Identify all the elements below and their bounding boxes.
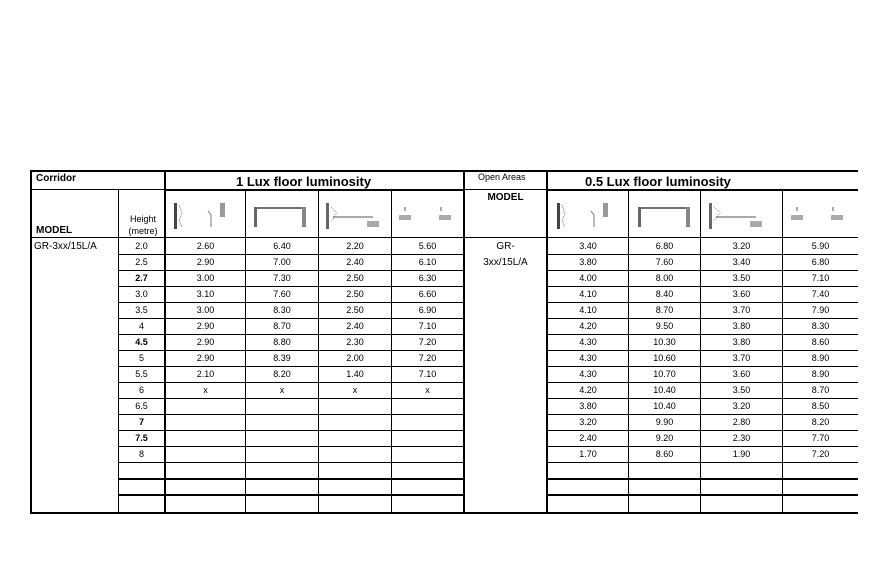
table-cell: 2.50: [346, 273, 364, 283]
height-cell: 4: [138, 321, 144, 331]
height-cell: 2.0: [135, 241, 148, 251]
height-cell: 2.7: [135, 273, 148, 283]
table-cell: 2.40: [579, 433, 597, 443]
table-cell: 4.20: [579, 385, 597, 395]
right-col3-divider: [700, 189, 701, 514]
table-cell: 2.80: [732, 417, 751, 427]
left-outer-border: [30, 170, 32, 514]
table-cell: 8.00: [655, 273, 674, 283]
table-cell: 8.50: [811, 401, 830, 411]
table-cell: 3.00: [196, 273, 215, 283]
height-cell: 6: [138, 385, 144, 395]
table-cell: x: [425, 385, 430, 395]
open-areas-row-divider: [465, 189, 546, 190]
right-row-divider: [547, 494, 858, 496]
height-header-line2: (metre): [128, 226, 158, 236]
left-row-divider: [118, 414, 464, 415]
table-cell: 6.30: [418, 273, 437, 283]
table-cell: 6.80: [655, 241, 674, 251]
table-cell: 9.90: [655, 417, 674, 427]
table-cell: 1.70: [579, 449, 597, 459]
open-areas-label: Open Areas: [478, 172, 526, 182]
table-cell: 10.30: [653, 337, 676, 347]
table-cell: 7.60: [273, 289, 291, 299]
table-cell: 8.90: [811, 369, 830, 379]
table-bottom-border: [30, 512, 858, 514]
height-cell: 5.5: [135, 369, 148, 379]
table-cell: 2.90: [196, 337, 215, 347]
table-cell: 3.40: [732, 257, 751, 267]
table-cell: 3.80: [732, 337, 751, 347]
table-cell: 3.00: [196, 305, 215, 315]
table-cell: 7.40: [811, 289, 830, 299]
left-row-divider: [118, 462, 464, 463]
left-row-divider: [118, 318, 464, 319]
table-cell: 4.30: [579, 353, 597, 363]
left-row-divider: [118, 350, 464, 351]
left-model-header: MODEL: [36, 225, 73, 236]
right-row-divider: [547, 270, 858, 271]
left-col3-divider: [318, 189, 319, 514]
wall-mount-span-icon: [706, 199, 766, 233]
table-cell: 7.20: [811, 449, 830, 459]
right-row-divider: [547, 302, 858, 303]
height-col-divider: [118, 189, 119, 514]
table-cell: 8.70: [273, 321, 291, 331]
ceiling-mount-span-icon: [250, 199, 310, 233]
table-cell: 2.50: [346, 289, 364, 299]
end-to-end-spacing-icon: [787, 199, 847, 233]
left-title: 1 Lux floor luminosity: [236, 174, 372, 189]
left-row-divider: [118, 430, 464, 431]
table-cell: 9.20: [655, 433, 674, 443]
right-model-name-line1: GR-: [496, 241, 515, 252]
table-cell: 2.40: [346, 257, 364, 267]
right-row-divider: [547, 414, 858, 415]
table-cell: 8.20: [811, 417, 830, 427]
wall-mount-span-icon: [323, 199, 383, 233]
right-row-divider: [547, 286, 858, 287]
table-cell: 4.20: [579, 321, 597, 331]
ceiling-mount-span-icon: [634, 199, 694, 233]
left-row-divider: [118, 494, 464, 496]
table-cell: 7.10: [811, 273, 830, 283]
table-cell: 8.30: [273, 305, 291, 315]
right-row-divider: [547, 398, 858, 399]
table-cell: 2.10: [196, 369, 215, 379]
table-cell: 8.90: [811, 353, 830, 363]
right-col4-divider: [782, 189, 783, 514]
table-cell: 8.80: [273, 337, 291, 347]
table-cell: 2.00: [346, 353, 364, 363]
table-cell: 10.40: [653, 401, 676, 411]
table-cell: 10.70: [653, 369, 676, 379]
table-cell: 2.60: [196, 241, 215, 251]
table-cell: 8.30: [811, 321, 830, 331]
height-cell: 5: [138, 353, 144, 363]
table-cell: 2.40: [346, 321, 364, 331]
table-cell: 3.80: [732, 321, 751, 331]
table-cell: 8.60: [811, 337, 830, 347]
table-cell: 4.30: [579, 369, 597, 379]
table-cell: 4.10: [579, 289, 597, 299]
height-cell: 3.5: [135, 305, 148, 315]
table-top-border: [30, 170, 858, 172]
table-cell: x: [203, 385, 208, 395]
right-row-divider: [547, 318, 858, 319]
table-cell: 5.60: [418, 241, 437, 251]
left-title-underline: [165, 189, 464, 191]
table-cell: 7.90: [811, 305, 830, 315]
left-col4-divider: [391, 189, 392, 514]
right-row-divider: [547, 382, 858, 383]
left-row-divider: [118, 254, 464, 255]
table-cell: 7.00: [273, 257, 291, 267]
table-cell: 1.40: [346, 369, 364, 379]
right-row-divider: [547, 350, 858, 351]
table-cell: 2.90: [196, 321, 215, 331]
table-cell: 8.70: [655, 305, 674, 315]
table-cell: 7.10: [418, 321, 437, 331]
left-row-divider: [118, 302, 464, 303]
table-cell: 7.20: [418, 337, 437, 347]
height-cell: 4.5: [135, 337, 148, 347]
table-cell: 9.50: [655, 321, 674, 331]
table-cell: 7.70: [811, 433, 830, 443]
left-row-divider: [118, 334, 464, 335]
table-cell: 7.10: [418, 369, 437, 379]
table-cell: 8.40: [655, 289, 674, 299]
table-cell: 8.20: [273, 369, 291, 379]
table-cell: 6.80: [811, 257, 830, 267]
table-cell: 3.60: [732, 369, 751, 379]
table-cell: 7.30: [273, 273, 291, 283]
right-title-underline: [547, 189, 858, 191]
header-bottom-border: [30, 237, 858, 238]
height-cell: 7.5: [135, 433, 148, 443]
right-row-divider: [547, 430, 858, 431]
table-cell: 7.60: [655, 257, 674, 267]
table-cell: 2.30: [346, 337, 364, 347]
table-cell: 3.20: [579, 417, 597, 427]
table-cell: 3.40: [579, 241, 597, 251]
height-cell: 8: [138, 449, 144, 459]
left-row-divider: [118, 270, 464, 271]
right-model-header: MODEL: [487, 192, 524, 203]
table-cell: 3.50: [732, 273, 751, 283]
left-row-divider: [118, 398, 464, 399]
table-cell: x: [352, 385, 358, 395]
table-cell: 3.20: [732, 401, 751, 411]
left-row-divider: [118, 478, 464, 480]
wall-mount-vertical-icon: [170, 199, 230, 233]
right-row-divider: [547, 366, 858, 367]
table-cell: 5.90: [811, 241, 830, 251]
table-cell: 10.40: [653, 385, 676, 395]
table-cell: 6.60: [418, 289, 437, 299]
table-cell: x: [279, 385, 285, 395]
corridor-row-divider: [30, 189, 164, 190]
table-cell: 6.40: [273, 241, 291, 251]
block-divider: [463, 170, 465, 514]
left-row-divider: [118, 286, 464, 287]
table-cell: 3.80: [579, 401, 597, 411]
end-to-end-spacing-icon: [395, 199, 455, 233]
table-cell: 10.60: [653, 353, 676, 363]
table-cell: 1.90: [732, 449, 751, 459]
right-model-name-line2: 3xx/15L/A: [483, 257, 528, 268]
right-col2-divider: [628, 189, 629, 514]
table-cell: 4.00: [579, 273, 597, 283]
table-cell: 8.60: [655, 449, 674, 459]
height-cell: 7: [138, 417, 144, 427]
height-header-line1: Height: [129, 214, 156, 224]
height-cell: 3.0: [135, 289, 148, 299]
table-cell: 3.20: [732, 241, 751, 251]
height-cell: 2.5: [135, 257, 148, 267]
table-cell: 8.70: [811, 385, 830, 395]
right-row-divider: [547, 254, 858, 255]
left-model-name: GR-3xx/15L/A: [34, 241, 97, 252]
table-cell: 3.70: [732, 353, 751, 363]
table-cell: 2.20: [346, 241, 364, 251]
right-row-divider: [547, 462, 858, 463]
table-cell: 2.30: [732, 433, 751, 443]
table-cell: 6.90: [418, 305, 437, 315]
table-cell: 2.90: [196, 257, 215, 267]
table-cell: 3.60: [732, 289, 751, 299]
right-row-divider: [547, 334, 858, 335]
table-cell: 2.50: [346, 305, 364, 315]
right-row-divider: [547, 478, 858, 480]
table-cell: 3.50: [732, 385, 751, 395]
table-cell: 4.10: [579, 305, 597, 315]
table-cell: 3.80: [579, 257, 597, 267]
table-cell: 4.30: [579, 337, 597, 347]
left-col2-divider: [245, 189, 246, 514]
left-row-divider: [118, 382, 464, 383]
table-cell: 8.39: [273, 353, 291, 363]
wall-mount-vertical-icon: [553, 199, 613, 233]
right-row-divider: [547, 446, 858, 447]
table-cell: 3.10: [196, 289, 215, 299]
right-title: 0.5 Lux floor luminosity: [585, 174, 731, 189]
corridor-label: Corridor: [36, 173, 76, 184]
left-row-divider: [118, 446, 464, 447]
table-cell: 7.20: [418, 353, 437, 363]
height-cell: 6.5: [135, 401, 148, 411]
left-row-divider: [118, 366, 464, 367]
table-cell: 3.70: [732, 305, 751, 315]
table-cell: 6.10: [418, 257, 437, 267]
table-cell: 2.90: [196, 353, 215, 363]
